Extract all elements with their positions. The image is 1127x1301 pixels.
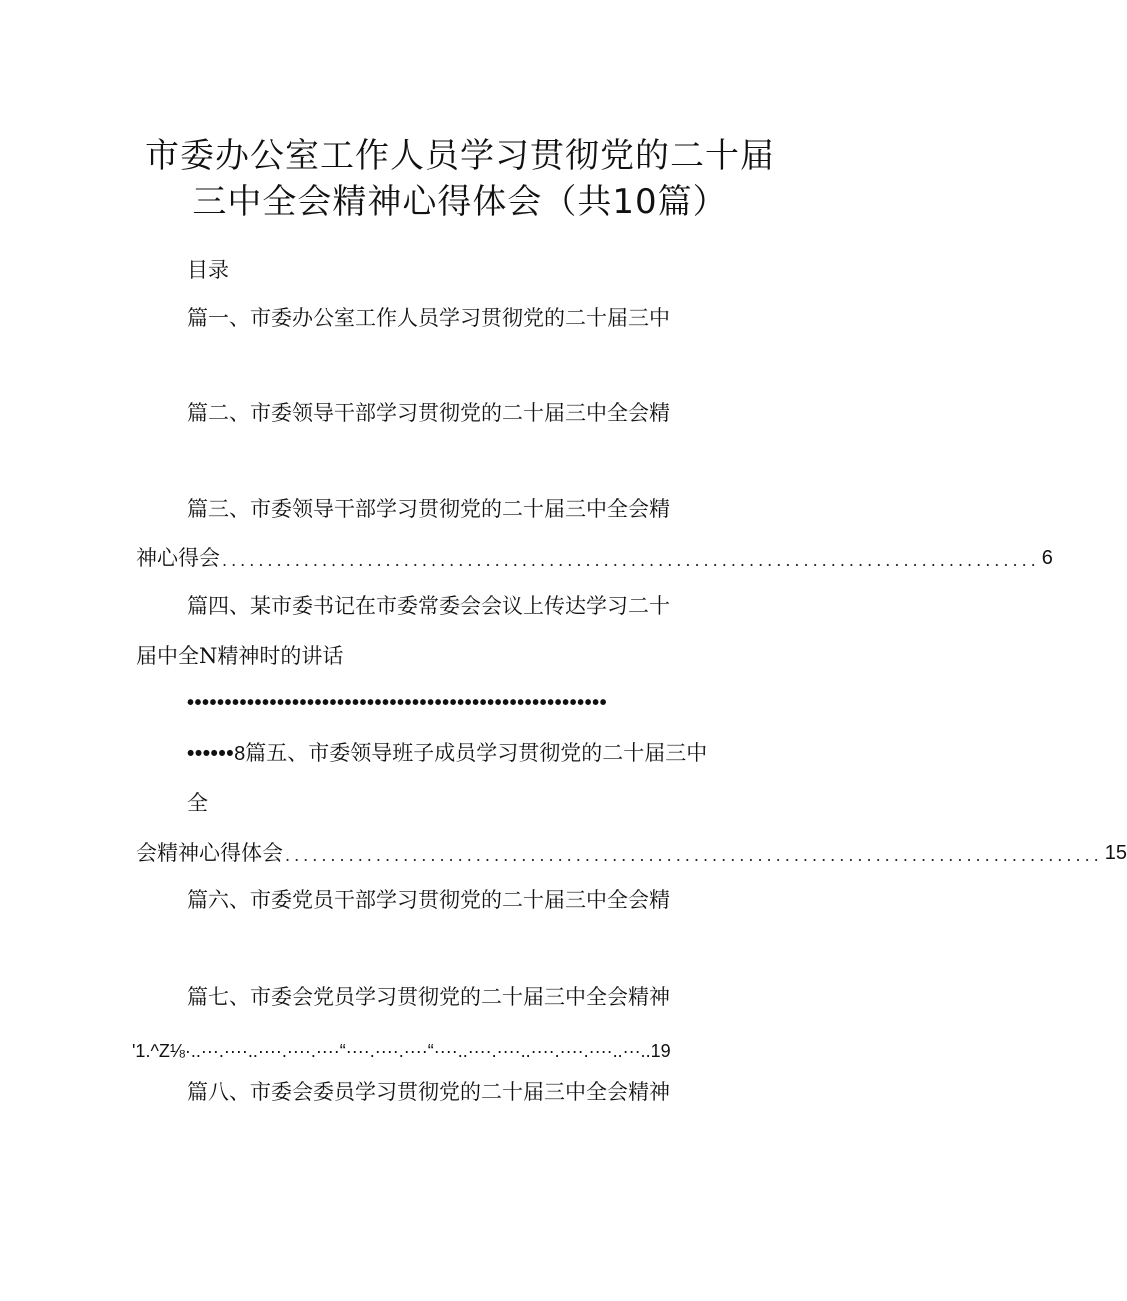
dot-leader: .......................................................................................... — [285, 846, 1103, 865]
toc-entry-7-garbled-leader: '1.^Z⅛·..···.····..····.····.····“····.····.····“····..····.····..····.····.····..···..19 — [132, 1041, 671, 1061]
toc-entry-4[interactable]: 篇四、某市委书记在市委常委会会议上传达学习二十 — [187, 594, 670, 618]
toc-entry-1[interactable]: 篇一、市委办公室工作人员学习贯彻党的二十届三中 — [187, 306, 670, 330]
toc-entry-5-continuation-2: 会精神心得体会 — [136, 841, 283, 865]
dot-leader: .......................................................................................... — [222, 551, 1040, 570]
toc-entry-5-continuation: 全 — [187, 791, 208, 815]
toc-heading: 目录 — [187, 258, 229, 282]
toc-entry-4-bullet-leader: •••••••••••••••••••••••••••••••••••••••••••••••••••••••• — [187, 692, 608, 714]
toc-entry-7[interactable]: 篇七、市委会党员学习贯彻党的二十届三中全会精神 — [187, 985, 670, 1009]
document-title-line-1: 市委办公室工作人员学习贯彻党的二十届 — [145, 136, 775, 176]
document-title-line-2: 三中全会精神心得体会（共10篇） — [192, 182, 728, 222]
toc-entry-8[interactable]: 篇八、市委会委员学习贯彻党的二十届三中全会精神 — [187, 1080, 670, 1104]
toc-entry-3-leader-row[interactable] — [136, 543, 1053, 573]
toc-entry-5-line[interactable] — [187, 738, 707, 769]
toc-entry-2[interactable]: 篇二、市委领导干部学习贯彻党的二十届三中全会精 — [187, 401, 670, 425]
toc-entry-4-continuation: 届中全N精神时的讲话 — [136, 644, 344, 668]
toc-entry-6[interactable]: 篇六、市委党员干部学习贯彻党的二十届三中全会精 — [187, 888, 670, 912]
toc-entry-4-tail-bullets: •••••• — [187, 742, 235, 765]
toc-entry-4-page-number: 8 — [234, 743, 246, 765]
toc-entry-5: 篇五、市委领导班子成员学习贯彻党的二十届三中 — [245, 741, 708, 765]
toc-entry-3[interactable]: 篇三、市委领导干部学习贯彻党的二十届三中全会精 — [187, 497, 670, 521]
toc-entry-3-continuation: 神心得会 — [136, 546, 220, 570]
toc-entry-3-page-number: 6 — [1041, 547, 1053, 569]
toc-entry-5-page-number: 15 — [1104, 842, 1127, 864]
toc-entry-5-leader-row[interactable] — [136, 838, 1127, 868]
